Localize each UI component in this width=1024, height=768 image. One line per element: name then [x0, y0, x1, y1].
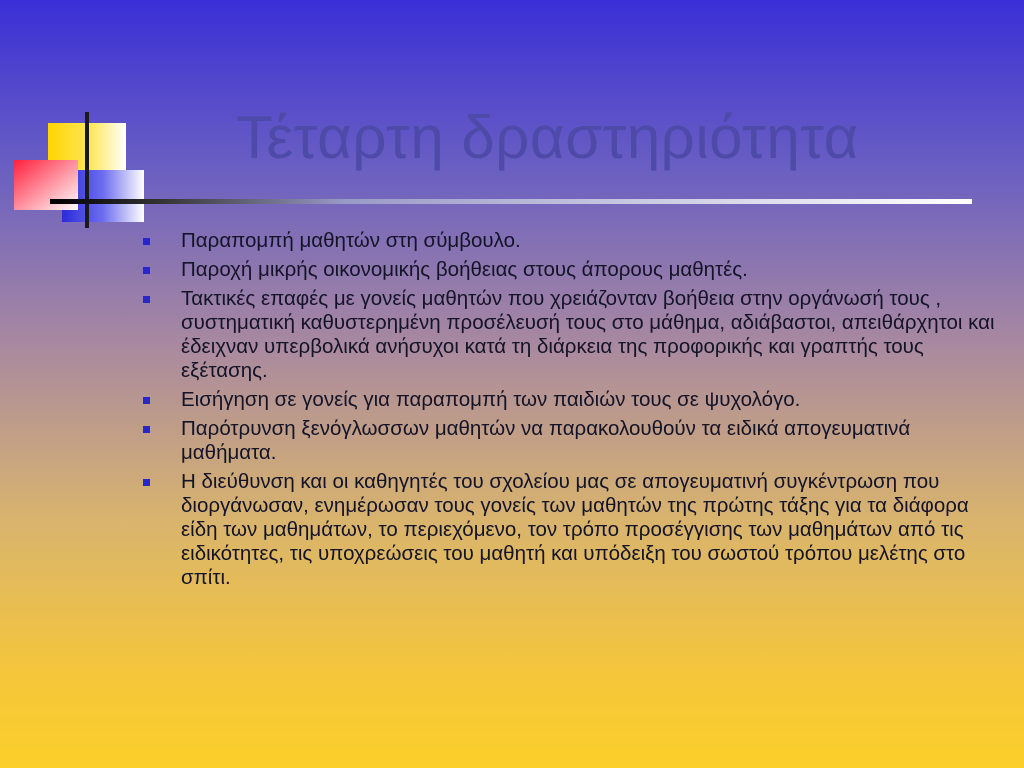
bullet-text: Παραπομπή μαθητών στη σύμβουλο. [181, 229, 521, 252]
list-item [140, 287, 1000, 383]
color-squares-decoration [0, 0, 200, 240]
bullet-text: Η διεύθυνση και οι καθηγητές του σχολείου μας σε απογευματινή συγκέντρωση που διοργάνωσαν, ενημέρωσαν τους γονείς των μαθητών της πρώτης τάξης για τα διάφορα είδη των μαθημάτων, το περιεχόμενο, τον τρόπο προσέγγισης των μαθημάτων από τις ειδικότητες, τις υποχρεώσεις του μαθητή και υπόδειξη του σωστού τρόπου μελέτης στο σπίτι. [181, 470, 969, 589]
square-bullet-icon [143, 267, 150, 274]
bullet-text: Παρότρυνση ξενόγλωσσων μαθητών να παρακολουθούν τα ειδικά απογευματινά μαθήματα. [181, 417, 911, 464]
vertical-line [85, 112, 89, 228]
square-bullet-icon [143, 426, 150, 433]
bullet-text: Τακτικές επαφές με γονείς μαθητών που χρειάζονταν βοήθεια στην οργάνωσή τους , συστηματική καθυστερημένη προσέλευσή τους στο μάθημα, αδιάβαστοι, απειθάρχητοι και έδειχναν υπερβολικά ανήσυχοι κατά τη διάρκεια της προφορικής και γραπτής τους εξέτασης. [181, 287, 995, 382]
square-bullet-icon [143, 238, 150, 245]
bullet-text: Παροχή μικρής οικονομικής βοήθειας στους άπορους μαθητές. [181, 258, 748, 281]
bullet-text: Εισήγηση σε γονείς για παραπομπή των παιδιών τους σε ψυχολόγο. [181, 388, 801, 411]
square-bullet-icon [143, 296, 150, 303]
square-bullet-icon [143, 397, 150, 404]
bullet-list [140, 229, 1000, 595]
list-item [140, 229, 1000, 253]
list-item [140, 388, 1000, 412]
title-underline [50, 199, 972, 204]
slide-title: Τέταρτη δραστηριότητα [236, 104, 859, 171]
list-item [140, 417, 1000, 465]
list-item [140, 470, 1000, 590]
list-item [140, 258, 1000, 282]
square-bullet-icon [143, 479, 150, 486]
